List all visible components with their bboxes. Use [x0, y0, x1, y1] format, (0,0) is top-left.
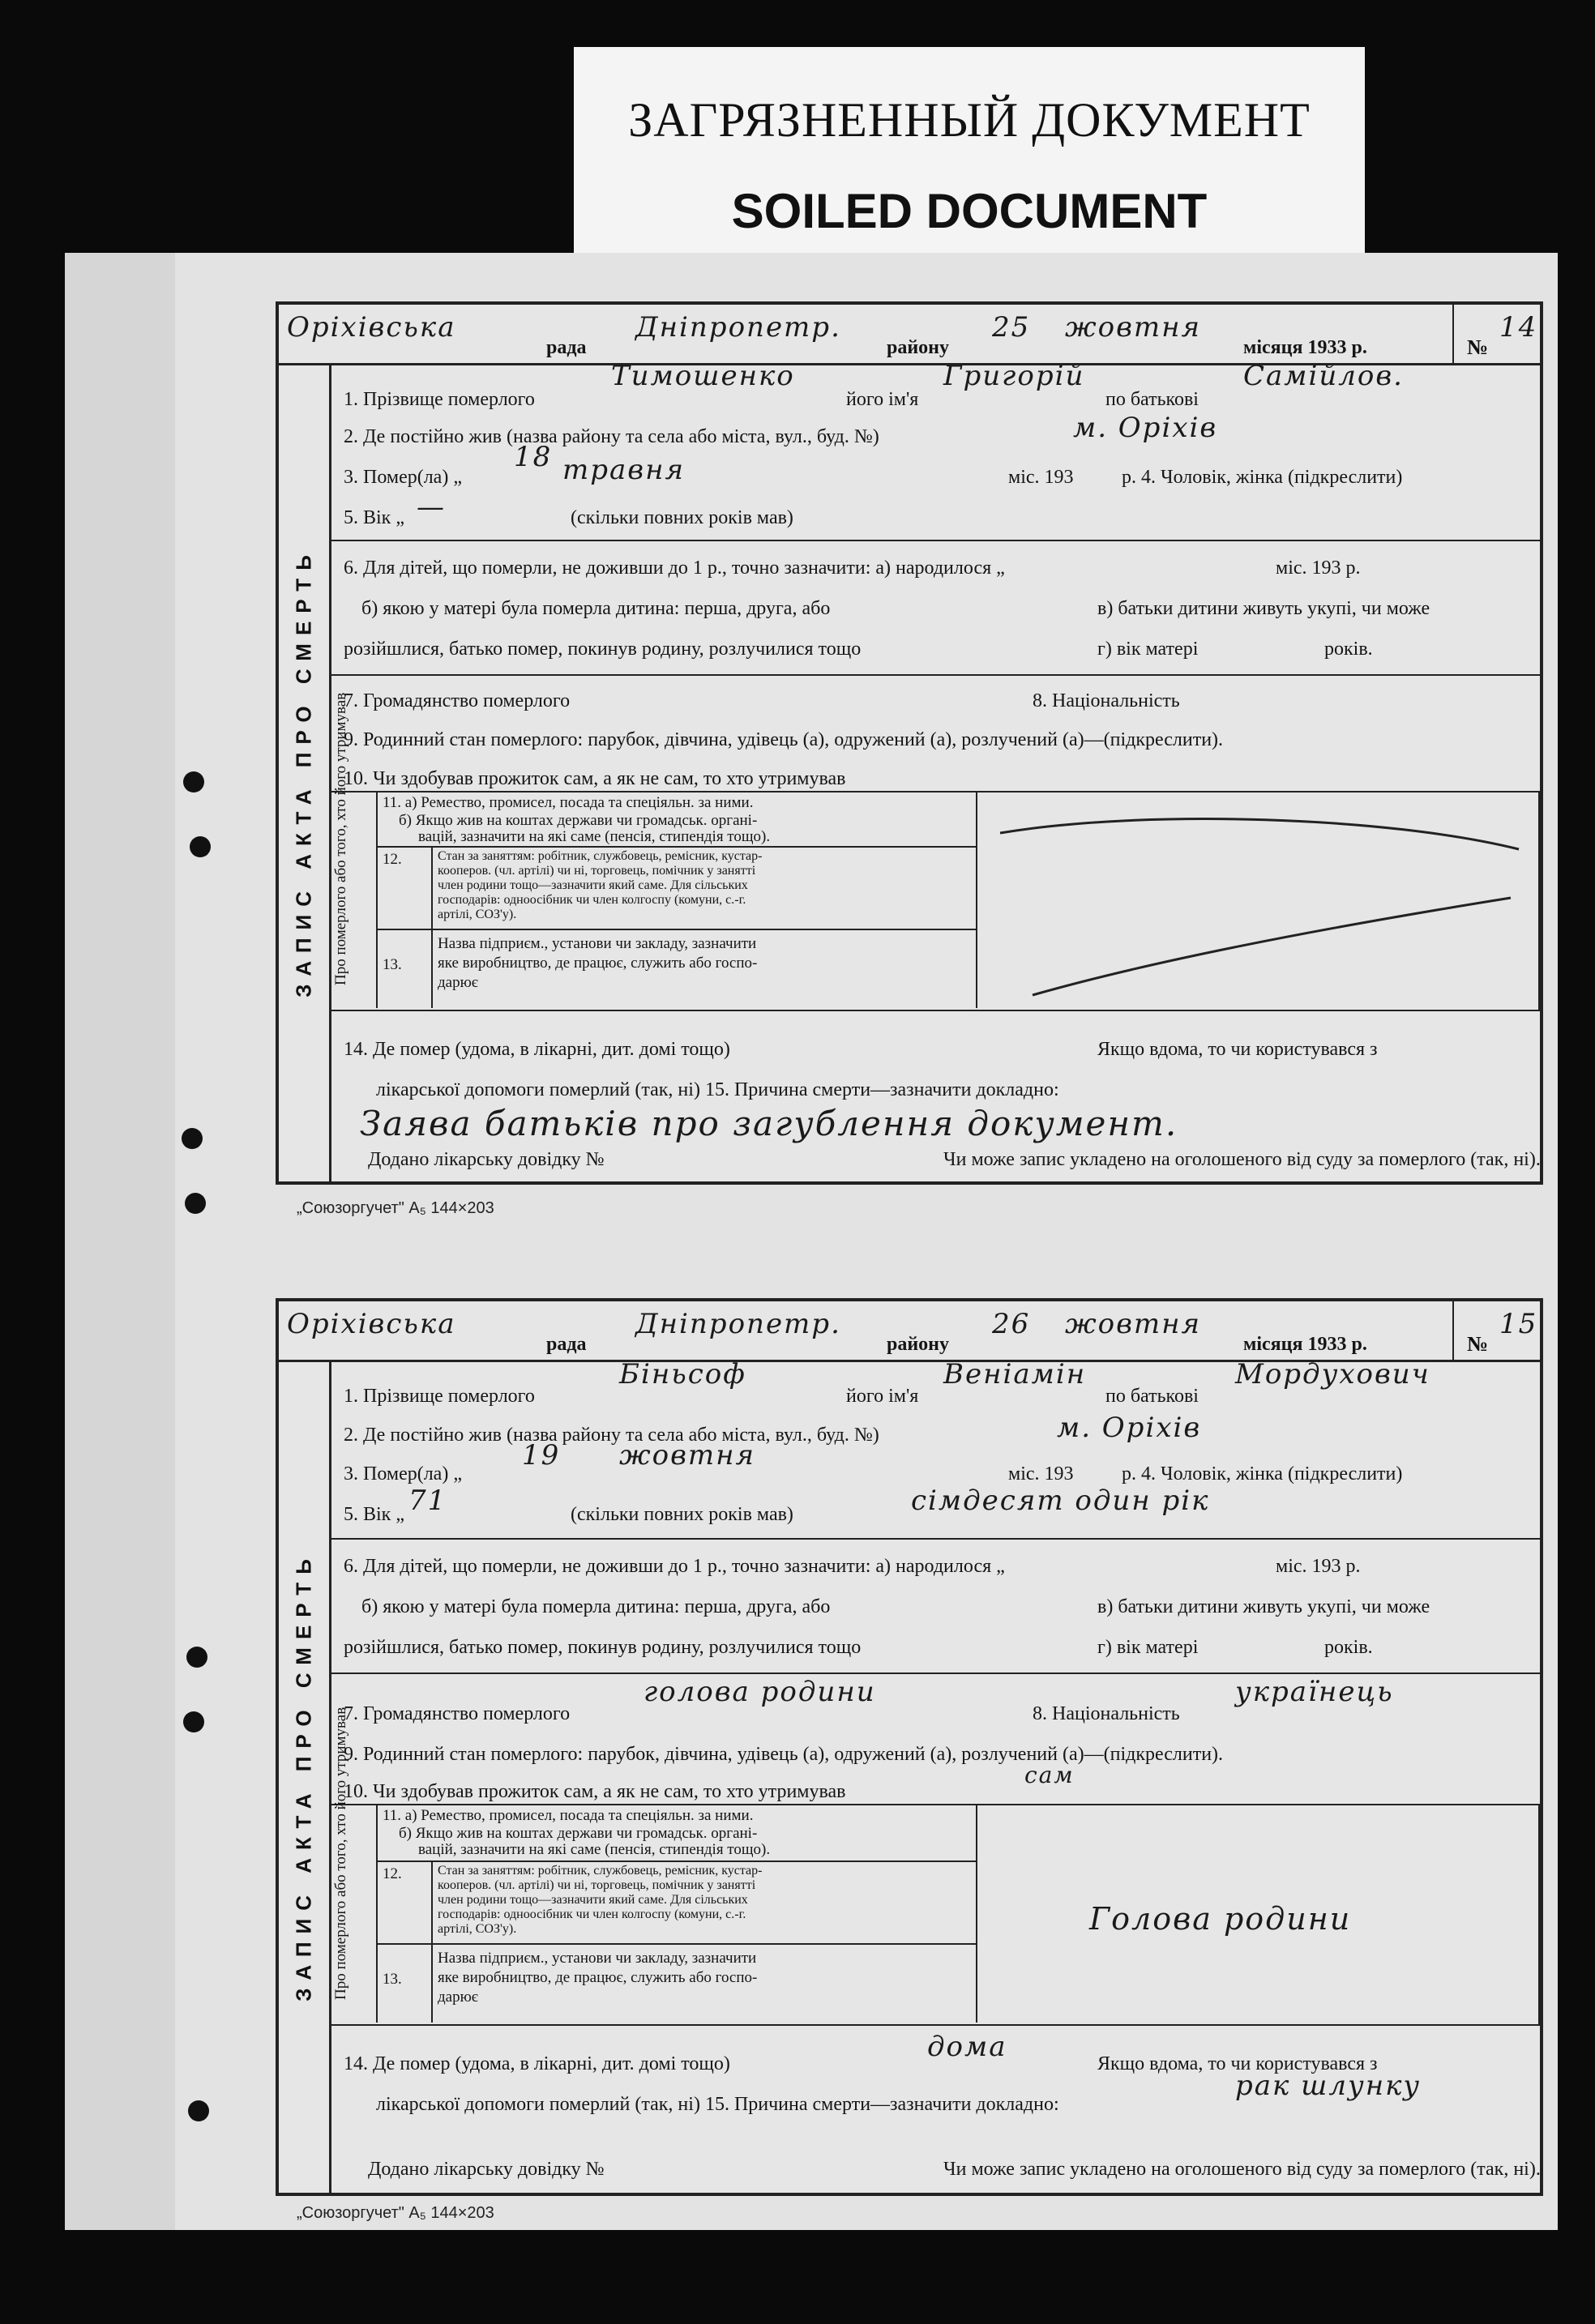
field-11b: б) Якщо жив на коштах держави чи громадськ. органі-: [399, 1825, 758, 1842]
death-month: жовтня: [619, 1439, 756, 1472]
surname: Тимошенко: [611, 360, 795, 392]
binder-hole: [182, 1128, 203, 1149]
row-rule: [329, 540, 1540, 541]
row-rule: [329, 674, 1540, 676]
death-day: 19: [522, 1439, 561, 1472]
council-handwritten: Оріхівська: [287, 311, 456, 344]
field-13c: дарює: [438, 1989, 478, 2006]
field-13-num: 13.: [383, 956, 402, 973]
binder-hole: [183, 1711, 204, 1732]
raionu-label: району: [887, 337, 950, 358]
field-13b: яке виробництво, де працює, служить або госпо-: [438, 955, 758, 972]
field-6b: б) якою у матері була померла дитина: перша, друга, або: [361, 1596, 831, 1617]
field-11a: 11. а) Ремество, промисел, посада та спеціяльн. за ними.: [383, 794, 754, 811]
document-page: [175, 253, 1558, 2230]
row-rule: [376, 1860, 976, 1862]
binder-hole: [183, 771, 204, 792]
row-rule: [376, 929, 976, 930]
patronymic: Мордухович: [1235, 1358, 1430, 1391]
rada-label: рада: [546, 337, 587, 358]
residence: м. Оріхів: [1073, 412, 1218, 444]
divider: [376, 791, 378, 1008]
raionu-label: району: [887, 1334, 950, 1355]
adjacent-page-strip: [32, 253, 175, 2230]
field-6c3: років.: [1324, 1637, 1373, 1658]
field-5-age: 5. Вік „: [344, 1504, 404, 1525]
field-6a-month: міс. 193 р.: [1276, 558, 1361, 579]
field-3-month: міс. 193: [1008, 467, 1074, 488]
divider: [376, 1804, 378, 2023]
field-13c: дарює: [438, 974, 478, 991]
field-1-surname: 1. Прізвище померлого: [344, 1386, 535, 1407]
table-side-note: Про померлого або того, хто його утримував: [332, 1707, 349, 2000]
field-14: 14. Де помер (удома, в лікарні, дит. домі тощо): [344, 2053, 730, 2074]
field-5-age: 5. Вік „: [344, 507, 404, 528]
age: —: [417, 491, 446, 523]
district-handwritten: Дніпропетр.: [635, 311, 841, 344]
side-title: ЗАПИС АКТА ПРО СМЕРТЬ: [291, 547, 316, 998]
row-rule: [329, 1673, 1540, 1674]
medical-help: рак шлунку: [1235, 2070, 1422, 2102]
record-number: 14: [1499, 311, 1538, 344]
field-6c2: г) вік матері: [1097, 1637, 1199, 1658]
given-name: Григорій: [943, 360, 1085, 392]
field-6a-month: міс. 193 р.: [1276, 1556, 1361, 1577]
death-day: 18: [514, 441, 553, 473]
label-english: SOILED DOCUMENT: [731, 184, 1208, 238]
field-1-name: його ім'я: [846, 389, 919, 410]
side-title-box: [279, 363, 331, 1181]
field-12b: кооперов. (чл. артілі) чи ні, торговець, помічник у занятті: [438, 1878, 756, 1892]
year-label: місяця 1933 р.: [1243, 1334, 1367, 1355]
death-record-form-2: [276, 1298, 1543, 2196]
death-month: травня: [562, 454, 685, 486]
field-6b2: в) батьки дитини живуть укупі, чи може: [1097, 1596, 1430, 1617]
given-name: Веніамін: [943, 1358, 1087, 1391]
binder-hole: [188, 2100, 209, 2121]
field-2-residence: 2. Де постійно жив (назва району та села або міста, вул., буд. №): [344, 1425, 879, 1446]
divider: [1452, 1301, 1454, 1360]
field-12e: артілі, СОЗ'у).: [438, 908, 517, 921]
cause-of-death: Заява батьків про загублення документ.: [360, 1104, 1178, 1143]
death-record-form-1: [276, 301, 1543, 1185]
field-6a: 6. Для дітей, що померли, не доживши до 1 р., точно зазначити: а) народилося „: [344, 558, 1005, 579]
field-5-age-note: (скільки повних років мав): [571, 1504, 793, 1525]
field-3-died: 3. Помер(ла) „: [344, 1463, 462, 1485]
row-rule: [376, 1943, 976, 1945]
citizenship: голова родини: [644, 1676, 876, 1708]
field-11b-cont: вацій, зазначити на які саме (пенсія, стипендія тощо).: [418, 828, 771, 845]
nationality: українець: [1235, 1676, 1394, 1708]
field-3-sex: р. 4. Чоловік, жінка (підкреслити): [1122, 467, 1403, 488]
side-title: ЗАПИС АКТА ПРО СМЕРТЬ: [291, 1551, 316, 2001]
form-footer: „Союзоргучет" А₅ 144×203: [297, 1199, 494, 1217]
field-8: 8. Національність: [1033, 690, 1180, 711]
residence: м. Оріхів: [1057, 1412, 1202, 1444]
strip-shadow: [32, 253, 65, 2230]
field-1-patronymic: по батькові: [1105, 1386, 1199, 1407]
field-16: Додано лікарську довідку №: [368, 2159, 605, 2180]
label-russian: ЗАГРЯЗНЕННЫЙ ДОКУМЕНТ: [628, 93, 1311, 147]
field-1-name: його ім'я: [846, 1386, 919, 1407]
surname: Біньсоф: [619, 1358, 746, 1391]
field-10: 10. Чи здобував прожиток сам, а як не сам, то хто утримував: [344, 768, 846, 789]
field-14b: Якщо вдома, то чи користувався з: [1097, 2053, 1378, 2074]
field-6a: 6. Для дітей, що померли, не доживши до 1 р., точно зазначити: а) народилося „: [344, 1556, 1005, 1577]
field-12a: Стан за заняттям: робітник, службовець, ремісник, кустар-: [438, 849, 763, 863]
day-handwritten: 26: [992, 1308, 1031, 1340]
field-14c: лікарської допомоги померлий (так, ні) 15. Причина смерти—зазначити докладно:: [376, 2094, 1059, 2115]
field-2-residence: 2. Де постійно жив (назва району та села або міста, вул., буд. №): [344, 426, 879, 447]
council-handwritten: Оріхівська: [287, 1308, 456, 1340]
field-13-num: 13.: [383, 1971, 402, 1988]
divider: [431, 1860, 433, 2023]
soiled-document-label: [574, 47, 1365, 274]
field-9: 9. Родинний стан померлого: парубок, дівчина, удівець (а), одружений (а), розлучений (а)—(підкреслити).: [344, 1744, 1224, 1765]
field-12-num: 12.: [383, 851, 402, 868]
field-12a: Стан за заняттям: робітник, службовець, ремісник, кустар-: [438, 1864, 763, 1878]
record-number: 15: [1499, 1308, 1538, 1340]
age: 71: [408, 1485, 447, 1517]
number-label: №: [1467, 335, 1489, 359]
field-5-age-note: (скільки повних років мав): [571, 507, 793, 528]
place-of-death: дома: [927, 2031, 1007, 2063]
field-8: 8. Національність: [1033, 1703, 1180, 1724]
divider: [976, 791, 977, 1008]
field-7: 7. Громадянство померлого: [344, 690, 571, 711]
occupation: Голова родини: [1089, 1901, 1352, 1937]
month-handwritten: жовтня: [1065, 1308, 1202, 1340]
field-12e: артілі, СОЗ'у).: [438, 1922, 517, 1936]
field-1-surname: 1. Прізвище померлого: [344, 389, 535, 410]
field-14: 14. Де помер (удома, в лікарні, дит. домі тощо): [344, 1039, 730, 1060]
field-6b2: в) батьки дитини живуть укупі, чи може: [1097, 598, 1430, 619]
field-16b: Чи може запис укладено на оголошеного від суду за померлого (так, ні).: [943, 1149, 1541, 1170]
field-10: 10. Чи здобував прожиток сам, а як не сам, то хто утримував: [344, 1781, 846, 1802]
rada-label: рада: [546, 1334, 587, 1355]
year-label: місяця 1933 р.: [1243, 337, 1367, 358]
field-6c: розійшлися, батько помер, покинув родину, розлучилися тощо: [344, 1637, 862, 1658]
field-3-month: міс. 193: [1008, 1463, 1074, 1485]
field-13b: яке виробництво, де працює, служить або госпо-: [438, 1969, 758, 1986]
field-14c: лікарської допомоги померлий (так, ні) 15. Причина смерти—зазначити докладно:: [376, 1079, 1059, 1100]
field-16b: Чи може запис укладено на оголошеного від суду за померлого (так, ні).: [943, 2159, 1541, 2180]
field-11b: б) Якщо жив на коштах держави чи громадськ. органі-: [399, 812, 758, 829]
field-3-died: 3. Помер(ла) „: [344, 467, 462, 488]
field-11a: 11. а) Ремество, промисел, посада та спеціяльн. за ними.: [383, 1807, 754, 1824]
field-6b: б) якою у матері була померла дитина: перша, друга, або: [361, 598, 831, 619]
table-side-note: Про померлого або того, хто його утримував: [332, 692, 349, 985]
field-12c: член родини тощо—зазначити який саме. Для сільських: [438, 1893, 748, 1907]
field-7: 7. Громадянство померлого: [344, 1703, 571, 1724]
district-handwritten: Дніпропетр.: [635, 1308, 841, 1340]
binder-hole: [185, 1193, 206, 1214]
divider: [1452, 305, 1454, 363]
field-12d: господарів: одноосібник чи член колгоспу (комуни, с.-г.: [438, 1907, 746, 1921]
field-12c: член родини тощо—зазначити який саме. Для сільських: [438, 878, 748, 892]
field-12b: кооперов. (чл. артілі) чи ні, торговець, помічник у занятті: [438, 864, 756, 878]
row-rule: [376, 846, 976, 848]
field-6c: розійшлися, батько помер, покинув родину, розлучилися тощо: [344, 639, 862, 660]
binder-hole: [186, 1647, 207, 1668]
field-14b: Якщо вдома, то чи користувався з: [1097, 1039, 1378, 1060]
field-11b-cont: вацій, зазначити на які саме (пенсія, стипендія тощо).: [418, 1841, 771, 1858]
supported-by: сам: [1024, 1762, 1075, 1788]
age-in-words: сімдесят один рік: [911, 1485, 1210, 1517]
binder-hole: [190, 836, 211, 857]
cross-out-scribble: [984, 801, 1527, 1003]
side-title-box: [279, 1360, 331, 2193]
field-16: Додано лікарську довідку №: [368, 1149, 605, 1170]
day-handwritten: 25: [992, 311, 1031, 344]
row-rule: [329, 1538, 1540, 1540]
number-label: №: [1467, 1332, 1489, 1356]
month-handwritten: жовтня: [1065, 311, 1202, 344]
field-12-num: 12.: [383, 1865, 402, 1882]
field-6c3: років.: [1324, 639, 1373, 660]
field-1-patronymic: по батькові: [1105, 389, 1199, 410]
divider: [976, 1804, 977, 2023]
form-footer: „Союзоргучет" А₅ 144×203: [297, 2204, 494, 2222]
divider: [431, 846, 433, 1008]
field-6c2: г) вік матері: [1097, 639, 1199, 660]
field-3-sex: р. 4. Чоловік, жінка (підкреслити): [1122, 1463, 1403, 1485]
field-13a: Назва підприєм., установи чи закладу, зазначити: [438, 935, 757, 952]
patronymic: Самійлов.: [1243, 360, 1404, 392]
field-9: 9. Родинний стан померлого: парубок, дівчина, удівець (а), одружений (а), розлучений (а)—(підкреслити).: [344, 729, 1224, 750]
field-13a: Назва підприєм., установи чи закладу, зазначити: [438, 1950, 757, 1967]
field-12d: господарів: одноосібник чи член колгоспу (комуни, с.-г.: [438, 893, 746, 907]
